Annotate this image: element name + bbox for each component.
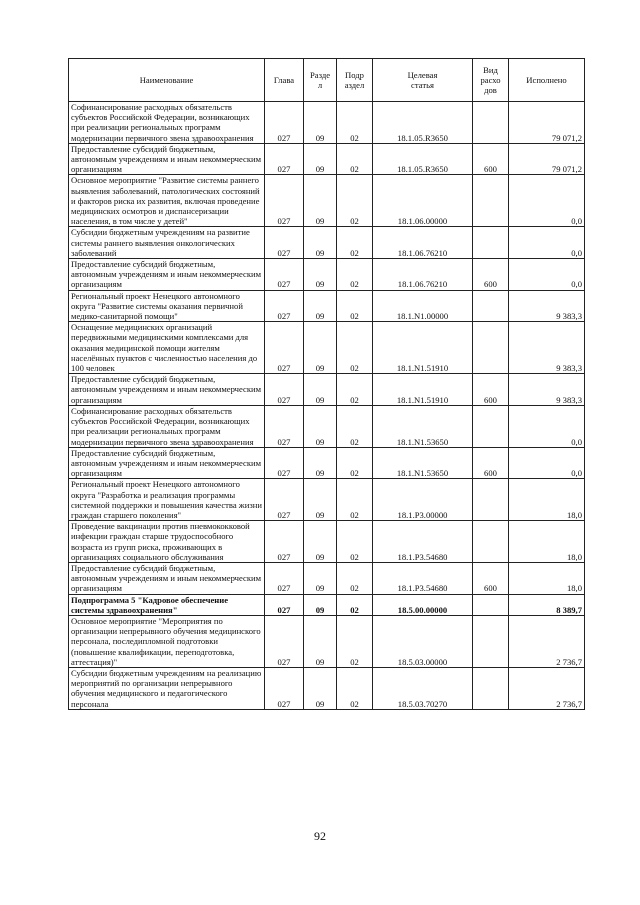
cell-subsection: 02 — [337, 479, 373, 521]
table-row — [69, 447, 585, 479]
cell-subsection: 02 — [337, 447, 373, 479]
cell-executed: 2 736,7 — [509, 615, 585, 667]
cell-chapter: 027 — [265, 175, 304, 227]
cell-subsection: 02 — [337, 143, 373, 175]
cell-subsection: 02 — [337, 521, 373, 563]
cell-expense-type — [473, 405, 509, 447]
cell-executed: 0,0 — [509, 227, 585, 259]
header-expense-type: Вид расхо дов — [473, 59, 509, 102]
cell-subsection: 02 — [337, 322, 373, 374]
table-row — [69, 290, 585, 322]
cell-section: 09 — [304, 521, 337, 563]
cell-name: Региональный проект Ненецкого автономного округа "Разработка и реализация программы системной поддержки и повышения качества жизни граждан старшего поколения" — [69, 479, 265, 521]
cell-section: 09 — [304, 259, 337, 291]
cell-target: 18.1.P3.54680 — [373, 562, 473, 594]
cell-chapter: 027 — [265, 259, 304, 291]
cell-target: 18.1.P3.00000 — [373, 479, 473, 521]
cell-chapter: 027 — [265, 143, 304, 175]
cell-expense-type: 600 — [473, 259, 509, 291]
cell-section: 09 — [304, 447, 337, 479]
cell-executed: 18,0 — [509, 521, 585, 563]
cell-name: Оснащение медицинских организаций передвижными медицинскими комплексами для оказания медицинской помощи жителям населённых пунктов с численностью населения до 100 человек — [69, 322, 265, 374]
cell-subsection: 02 — [337, 405, 373, 447]
cell-expense-type: 600 — [473, 562, 509, 594]
cell-chapter: 027 — [265, 521, 304, 563]
cell-chapter: 027 — [265, 562, 304, 594]
header-target: Целевая статья — [373, 59, 473, 102]
cell-target: 18.5.03.70270 — [373, 667, 473, 709]
cell-subsection: 02 — [337, 259, 373, 291]
cell-name: Субсидии бюджетным учреждениям на реализацию мероприятий по организации непрерывного обучения медицинского и педагогического персонала — [69, 667, 265, 709]
cell-name: Софинансирование расходных обязательств субъектов Российской Федерации, возникающих при реализации региональных программ модернизации первичного звена здравоохранения — [69, 102, 265, 144]
cell-name: Предоставление субсидий бюджетным, автономным учреждениям и иным некоммерческим организациям — [69, 447, 265, 479]
cell-subsection: 02 — [337, 562, 373, 594]
table-row — [69, 521, 585, 563]
cell-name: Предоставление субсидий бюджетным, автономным учреждениям и иным некоммерческим организациям — [69, 374, 265, 406]
header-chapter: Глава — [265, 59, 304, 102]
cell-target: 18.1.06.76210 — [373, 259, 473, 291]
cell-target: 18.1.N1.53650 — [373, 405, 473, 447]
cell-expense-type: 600 — [473, 374, 509, 406]
cell-executed: 0,0 — [509, 259, 585, 291]
table-row — [69, 143, 585, 175]
cell-expense-type: 600 — [473, 447, 509, 479]
cell-chapter: 027 — [265, 667, 304, 709]
cell-executed: 18,0 — [509, 562, 585, 594]
cell-executed: 0,0 — [509, 405, 585, 447]
cell-name: Региональный проект Ненецкого автономного округа "Развитие системы оказания первичной медико-санитарной помощи" — [69, 290, 265, 322]
cell-name: Основное мероприятие "Развитие системы раннего выявления заболеваний, патологических состояний и факторов риска их развития, включая проведение медицинских осмотров и диспансеризации населения, в том числе у детей" — [69, 175, 265, 227]
cell-expense-type — [473, 667, 509, 709]
cell-expense-type — [473, 615, 509, 667]
cell-target: 18.1.P3.54680 — [373, 521, 473, 563]
cell-name: Софинансирование расходных обязательств субъектов Российской Федерации, возникающих при реализации региональных программ модернизации первичного звена здравоохранения — [69, 405, 265, 447]
cell-section: 09 — [304, 594, 337, 615]
cell-target: 18.1.05.R3650 — [373, 102, 473, 144]
cell-executed: 79 071,2 — [509, 102, 585, 144]
cell-subsection: 02 — [337, 290, 373, 322]
cell-subsection: 02 — [337, 667, 373, 709]
header-section: Разде л — [304, 59, 337, 102]
header-name: Наименование — [69, 59, 265, 102]
cell-section: 09 — [304, 290, 337, 322]
table-row — [69, 615, 585, 667]
cell-target: 18.1.N1.51910 — [373, 374, 473, 406]
cell-expense-type — [473, 102, 509, 144]
cell-section: 09 — [304, 615, 337, 667]
page-number: 92 — [314, 829, 326, 843]
cell-target: 18.1.06.00000 — [373, 175, 473, 227]
cell-expense-type — [473, 227, 509, 259]
table-row — [69, 374, 585, 406]
cell-expense-type: 600 — [473, 143, 509, 175]
cell-expense-type — [473, 479, 509, 521]
table-row — [69, 102, 585, 144]
table-row — [69, 175, 585, 227]
cell-section: 09 — [304, 143, 337, 175]
header-subsection: Подр аздел — [337, 59, 373, 102]
cell-executed: 9 383,3 — [509, 374, 585, 406]
cell-chapter: 027 — [265, 322, 304, 374]
cell-expense-type — [473, 322, 509, 374]
cell-executed: 9 383,3 — [509, 322, 585, 374]
cell-executed: 0,0 — [509, 175, 585, 227]
cell-target: 18.1.N1.53650 — [373, 447, 473, 479]
cell-chapter: 027 — [265, 615, 304, 667]
cell-section: 09 — [304, 322, 337, 374]
cell-section: 09 — [304, 479, 337, 521]
cell-target: 18.1.N1.00000 — [373, 290, 473, 322]
cell-subsection: 02 — [337, 175, 373, 227]
cell-section: 09 — [304, 374, 337, 406]
table-row — [69, 562, 585, 594]
cell-name: Предоставление субсидий бюджетным, автономным учреждениям и иным некоммерческим организациям — [69, 143, 265, 175]
table-row — [69, 405, 585, 447]
cell-subsection: 02 — [337, 227, 373, 259]
table-row — [69, 259, 585, 291]
cell-subsection: 02 — [337, 594, 373, 615]
table-row — [69, 227, 585, 259]
cell-chapter: 027 — [265, 405, 304, 447]
cell-expense-type — [473, 521, 509, 563]
cell-section: 09 — [304, 667, 337, 709]
table-row — [69, 667, 585, 709]
cell-target: 18.5.00.00000 — [373, 594, 473, 615]
cell-executed: 0,0 — [509, 447, 585, 479]
cell-subsection: 02 — [337, 374, 373, 406]
cell-executed: 79 071,2 — [509, 143, 585, 175]
cell-target: 18.5.03.00000 — [373, 615, 473, 667]
cell-executed: 18,0 — [509, 479, 585, 521]
cell-target: 18.1.N1.51910 — [373, 322, 473, 374]
cell-chapter: 027 — [265, 447, 304, 479]
header-executed: Исполнено — [509, 59, 585, 102]
cell-name: Предоставление субсидий бюджетным, автономным учреждениям и иным некоммерческим организациям — [69, 562, 265, 594]
cell-subsection: 02 — [337, 615, 373, 667]
table-row — [69, 479, 585, 521]
table-row — [69, 594, 585, 615]
cell-section: 09 — [304, 175, 337, 227]
cell-chapter: 027 — [265, 594, 304, 615]
cell-chapter: 027 — [265, 102, 304, 144]
cell-subsection: 02 — [337, 102, 373, 144]
cell-target: 18.1.06.76210 — [373, 227, 473, 259]
cell-name: Основное мероприятие "Мероприятия по организации непрерывного обучения медицинского персонала, последипломной подготовки (повышение квалификации, переподготовка, аттестация)" — [69, 615, 265, 667]
cell-name: Предоставление субсидий бюджетным, автономным учреждениям и иным некоммерческим организациям — [69, 259, 265, 291]
cell-name: Проведение вакцинации против пневмококковой инфекции граждан старше трудоспособного возраста из групп риска, проживающих в организациях социального обслуживания — [69, 521, 265, 563]
cell-expense-type — [473, 175, 509, 227]
cell-executed: 8 389,7 — [509, 594, 585, 615]
table-row — [69, 322, 585, 374]
cell-executed: 2 736,7 — [509, 667, 585, 709]
cell-executed: 9 383,3 — [509, 290, 585, 322]
budget-table — [68, 58, 585, 710]
table-header-row — [69, 59, 585, 102]
cell-chapter: 027 — [265, 374, 304, 406]
cell-name: Субсидии бюджетным учреждениям на развитие системы раннего выявления онкологических заболеваний — [69, 227, 265, 259]
cell-section: 09 — [304, 227, 337, 259]
cell-section: 09 — [304, 562, 337, 594]
cell-chapter: 027 — [265, 227, 304, 259]
cell-section: 09 — [304, 102, 337, 144]
cell-target: 18.1.05.R3650 — [373, 143, 473, 175]
cell-section: 09 — [304, 405, 337, 447]
cell-expense-type — [473, 290, 509, 322]
cell-expense-type — [473, 594, 509, 615]
cell-chapter: 027 — [265, 479, 304, 521]
cell-name: Подпрограмма 5 "Кадровое обеспечение системы здравоохранения" — [69, 594, 265, 615]
cell-chapter: 027 — [265, 290, 304, 322]
